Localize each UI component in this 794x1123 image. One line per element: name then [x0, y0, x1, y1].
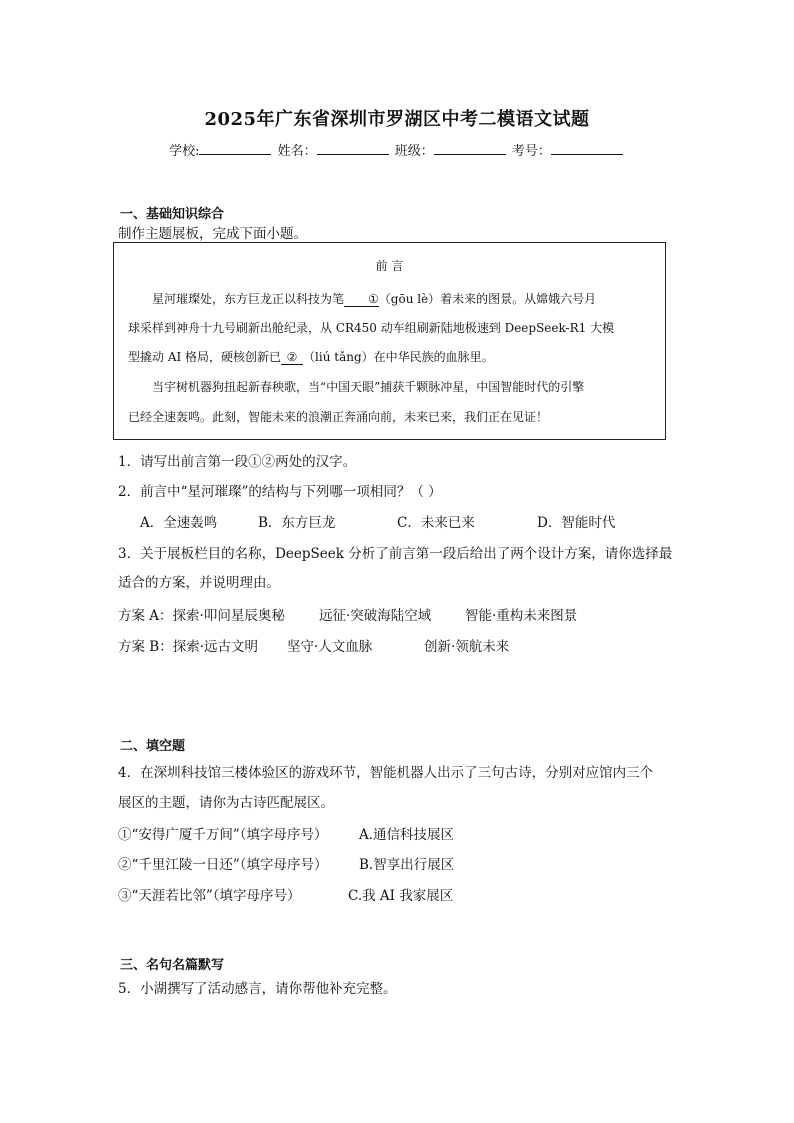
question-2: 2．前言中“星河璀璨”的结构与下列哪一项相同？（ ）	[118, 484, 442, 500]
page-title: 2025年广东省深圳市罗湖区中考二模语文试题	[204, 109, 590, 130]
question-5: 5．小湖撰写了活动感言，请你帮他补充完整。	[118, 981, 397, 997]
preface-line-4: 当宇树机器狗扭起新春秧歌，当“中国天眼”捕获千颗脉冲星，中国智能时代的引擎	[152, 380, 585, 394]
plan-b-2: 坚守·人文血脉	[287, 639, 373, 655]
preface-box	[113, 242, 666, 440]
student-info-line	[0, 140, 794, 159]
section1-intro: 制作主题展板，完成下面小题。	[118, 226, 307, 242]
q2-option-a[interactable]: A．全速轰鸣	[140, 515, 218, 531]
poem-3: ③“天涯若比邻”（填字母序号）	[118, 888, 301, 904]
preface-line-2: 球采样到神舟十九号刷新出舱纪录，从 CR450 动车组刷新陆地极速到 DeepSeek-R1 大模	[128, 321, 615, 335]
class-blank[interactable]	[434, 142, 506, 155]
question-4-line-2: 展区的主题，请你为古诗匹配展区。	[118, 795, 334, 811]
preface-line-1: 星河璀璨处，东方巨龙正以科技为笔 ①（gōu lè）着未来的图景。从嫦娥六号月	[152, 292, 597, 306]
question-4-line-1: 4．在深圳科技馆三楼体验区的游戏环节，智能机器人出示了三句古诗，分别对应馆内三个	[118, 765, 654, 781]
plan-b-3: 创新·领航未来	[424, 639, 510, 655]
zone-a: A.通信科技展区	[359, 827, 455, 843]
q2-option-d[interactable]: D．智能时代	[537, 515, 616, 531]
poem-1: ①“安得广厦千万间”（填字母序号）	[118, 827, 328, 843]
plan-a-2: 远征·突破海陆空域	[319, 608, 432, 624]
school-blank[interactable]	[199, 142, 271, 155]
school-label: 学校:	[169, 144, 200, 159]
plan-a-1: 方案 A：探索·叩问星辰奥秘	[118, 608, 285, 624]
preface-heading: 前 言	[375, 259, 404, 273]
blank-1: ①	[344, 292, 379, 307]
q2-option-b[interactable]: B．东方巨龙	[258, 515, 336, 531]
number-label: 考号：	[511, 144, 551, 159]
name-label: 姓名：	[277, 144, 317, 159]
section3-heading: 三、名句名篇默写	[120, 958, 225, 973]
preface-line-5: 已经全速轰鸣。此刻，智能未来的浪潮正奔涌向前，未来已来，我们正在见证！	[128, 410, 549, 424]
plan-a-3: 智能·重构未来图景	[465, 608, 578, 624]
name-blank[interactable]	[317, 142, 389, 155]
class-label: 班级：	[394, 144, 434, 159]
blank-2: ②	[281, 350, 303, 365]
q2-option-c[interactable]: C．未来已来	[397, 515, 475, 531]
plan-b-1: 方案 B：探索·远古文明	[118, 639, 259, 655]
question-3-line-2: 适合的方案，并说明理由。	[118, 575, 280, 591]
preface-line-3: 型撬动 AI 格局，硬核创新已 ② （liú tǎng）在中华民族的血脉里。	[128, 350, 494, 364]
question-3-line-1: 3．关于展板栏目的名称，DeepSeek 分析了前言第一段后给出了两个设计方案，请你选择最	[118, 546, 673, 562]
number-blank[interactable]	[551, 142, 623, 155]
poem-2: ②“千里江陵一日还”（填字母序号）	[118, 857, 328, 873]
section2-heading: 二、填空题	[120, 739, 186, 754]
zone-c: C.我 AI 我家展区	[348, 888, 454, 904]
zone-b: B.智享出行展区	[359, 857, 455, 873]
section1-heading: 一、基础知识综合	[120, 207, 225, 222]
question-1: 1．请写出前言第一段①②两处的汉字。	[118, 454, 357, 470]
